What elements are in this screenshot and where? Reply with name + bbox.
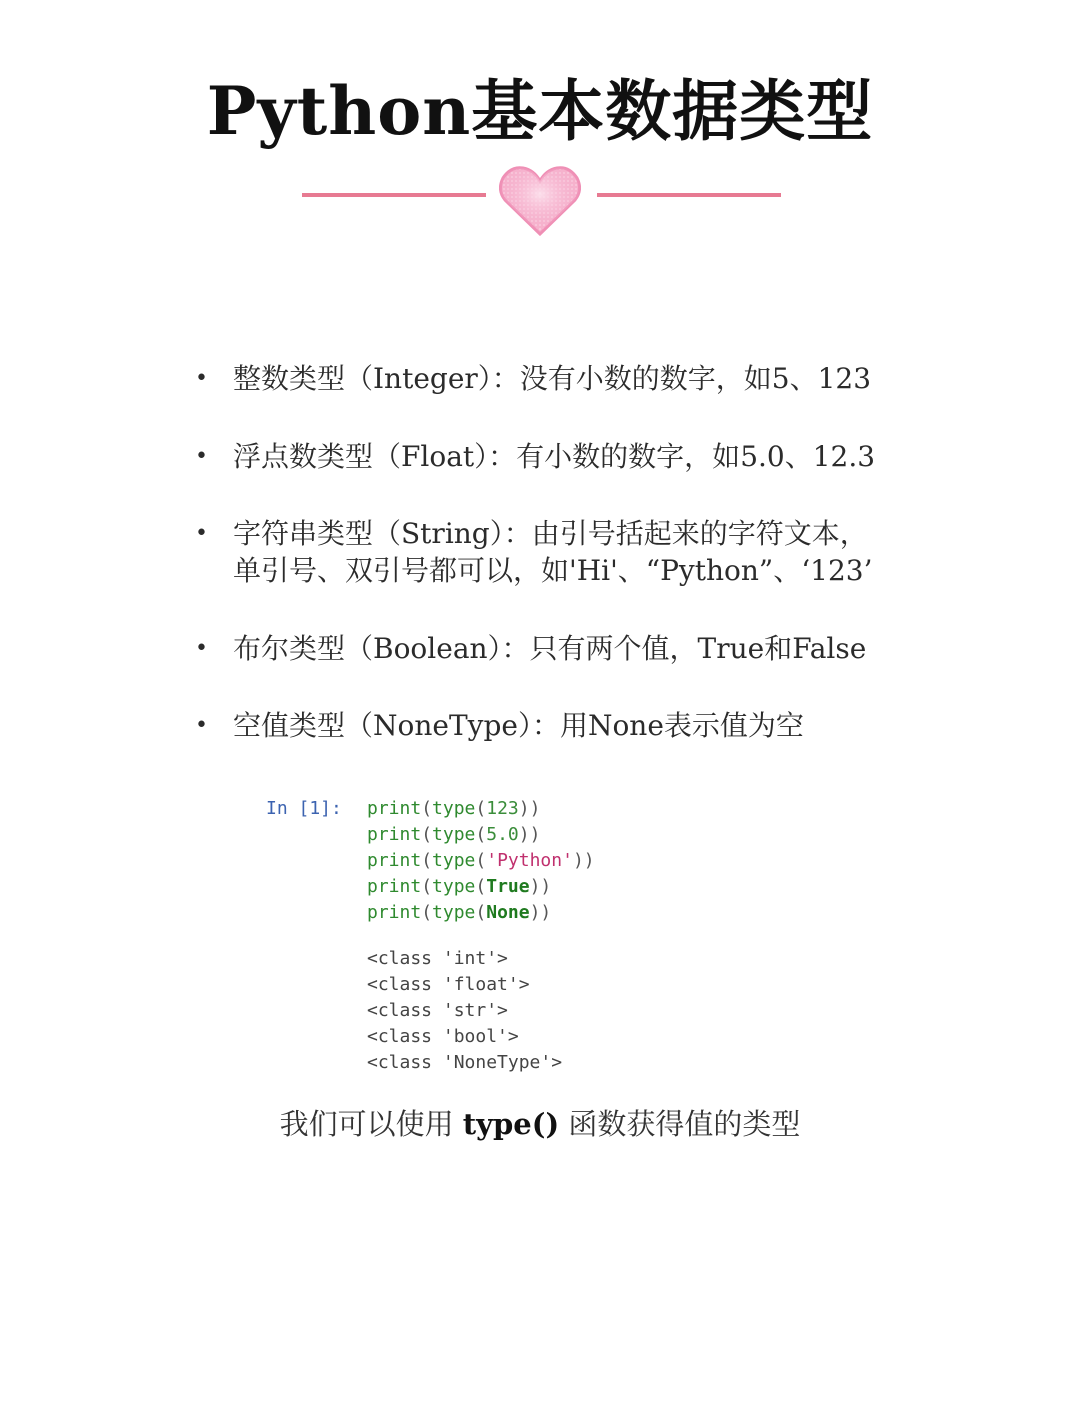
bullet-marker: • bbox=[195, 521, 208, 546]
bullet-marker: • bbox=[195, 444, 208, 469]
caption-before: 我们可以使用 bbox=[279, 1107, 463, 1141]
code-line: print(type(True)) bbox=[367, 876, 552, 897]
bullet-marker: • bbox=[195, 366, 208, 391]
bullet-marker: • bbox=[195, 636, 208, 661]
bullet-text: 浮点数类型（Float）：有小数的数字，如5.0、12.3 bbox=[233, 440, 876, 473]
code-line: print(type(123)) bbox=[367, 798, 541, 819]
code-line: print(type(None)) bbox=[367, 902, 552, 923]
code-line: print(type('Python')) bbox=[367, 850, 595, 871]
caption-after: 函数获得值的类型 bbox=[559, 1107, 801, 1141]
output-line: <class 'bool'> bbox=[367, 1026, 519, 1047]
output-line: <class 'str'> bbox=[367, 1000, 508, 1021]
bullet-marker: • bbox=[195, 713, 208, 738]
bullet-text: 空值类型（NoneType）：用None表示值为空 bbox=[233, 709, 804, 742]
caption bbox=[0, 1102, 1080, 1143]
code-input bbox=[367, 796, 827, 926]
heart-icon bbox=[499, 164, 581, 236]
output-line: <class 'NoneType'> bbox=[367, 1052, 563, 1073]
caption-function: type() bbox=[462, 1107, 560, 1141]
code-line: print(type(5.0)) bbox=[367, 824, 541, 845]
code-output bbox=[367, 946, 827, 1076]
divider-left bbox=[302, 193, 486, 197]
output-line: <class 'int'> bbox=[367, 948, 508, 969]
cell-prompt: In [1]: bbox=[266, 798, 342, 819]
bullet-text: 整数类型（Integer）：没有小数的数字，如5、123 bbox=[233, 362, 872, 395]
page-title: Python基本数据类型 bbox=[206, 72, 874, 150]
divider-right bbox=[597, 193, 781, 197]
bullet-text: 布尔类型（Boolean）：只有两个值，True和False bbox=[233, 632, 867, 665]
output-line: <class 'float'> bbox=[367, 974, 530, 995]
bullet-text: 字符串类型（String）：由引号括起来的字符文本， 单引号、双引号都可以，如'Hi'、“Python”、‘123’ bbox=[233, 517, 873, 587]
